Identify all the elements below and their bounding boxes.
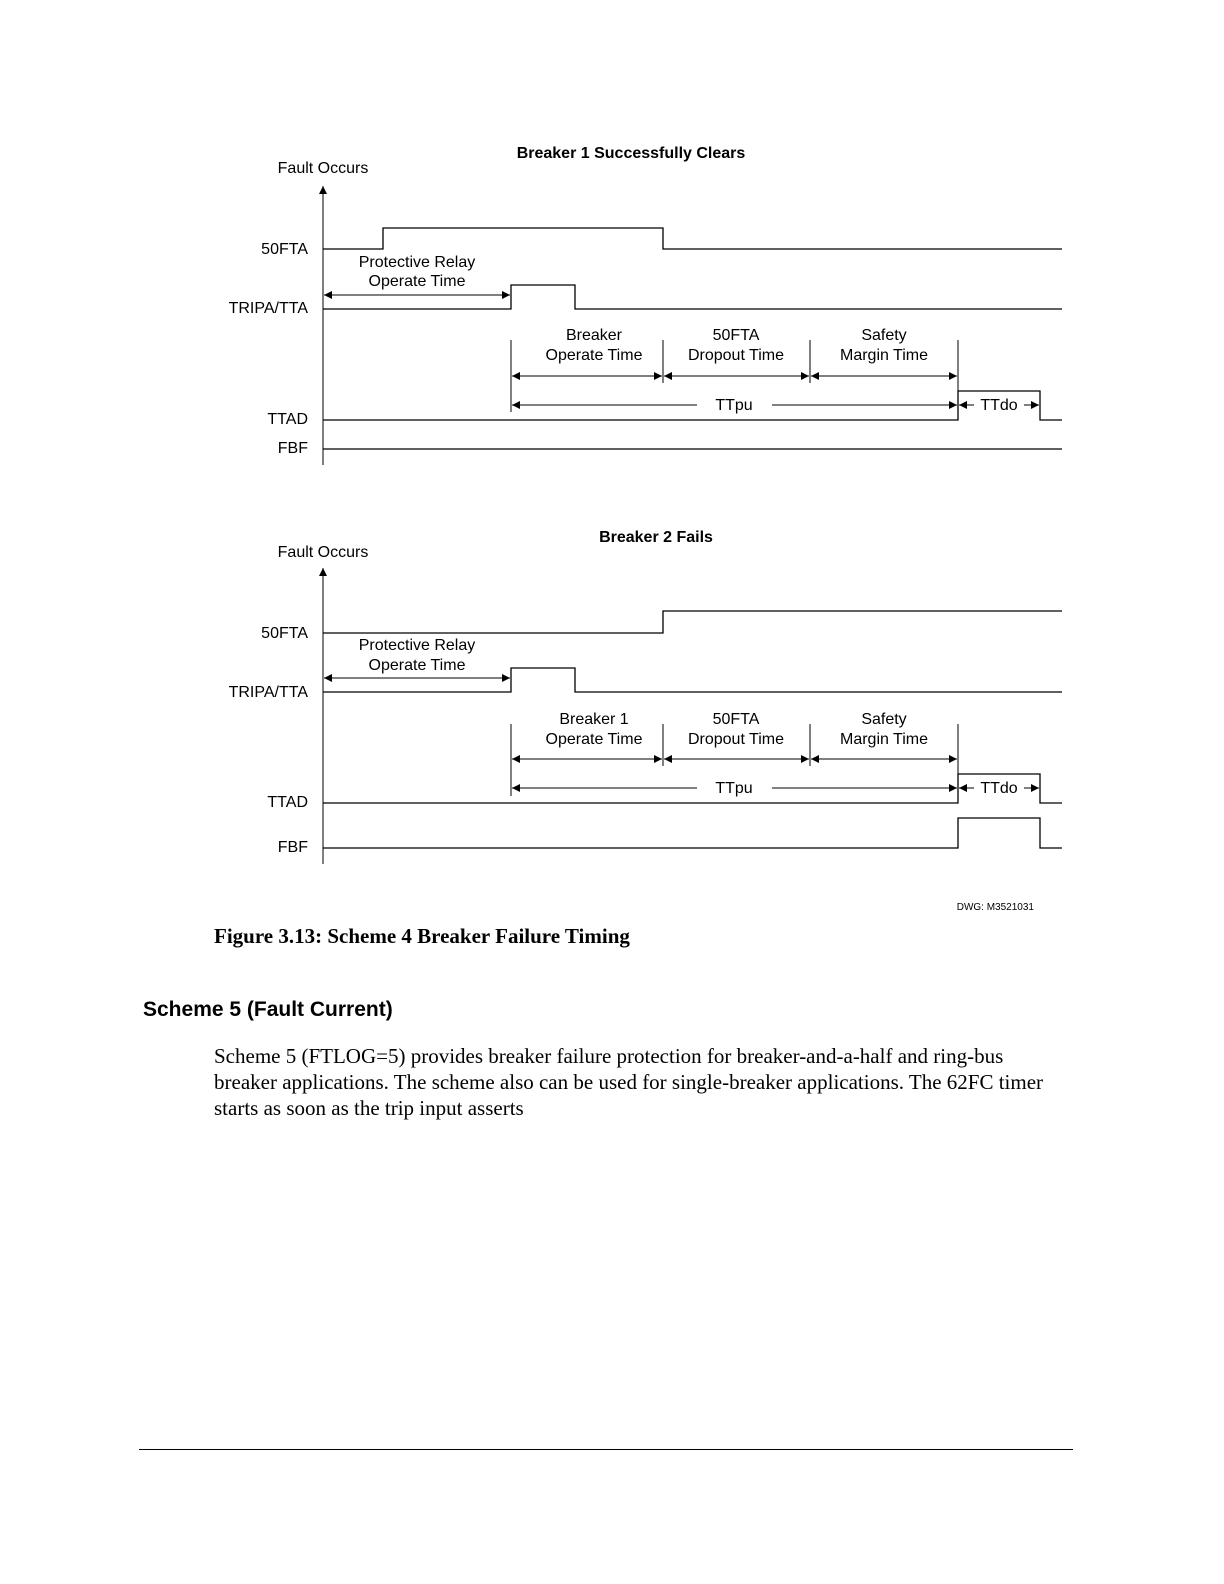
interval-label-2-line1: 50FTA bbox=[712, 711, 760, 728]
signal-label-50fta: 50FTA bbox=[261, 625, 308, 642]
interval-label-3-line2: Margin Time bbox=[839, 347, 929, 364]
relay-time-label-line2: Operate Time bbox=[368, 657, 466, 674]
interval-label-1-line2: Operate Time bbox=[545, 347, 643, 364]
waveform-50fta bbox=[323, 611, 1062, 633]
interval-label-1-line1: Breaker 1 bbox=[559, 711, 629, 728]
signal-label-fbf: FBF bbox=[277, 839, 308, 856]
signal-label-tripa-tta: TRIPA/TTA bbox=[228, 300, 308, 317]
fault-occurs-label: Fault Occurs bbox=[277, 544, 369, 561]
signal-label-ttad: TTAD bbox=[267, 411, 308, 428]
interval-label-2-line1: 50FTA bbox=[712, 327, 760, 344]
interval-label-2-line2: Dropout Time bbox=[687, 347, 785, 364]
footer-rule bbox=[139, 1449, 1073, 1450]
relay-time-label-line2: Operate Time bbox=[368, 273, 466, 290]
waveform-50fta bbox=[323, 228, 1062, 249]
body-paragraph: Scheme 5 (FTLOG=5) provides breaker failure protection for breaker-and-a-half and ring-bus breaker applications. The scheme also can be used for single-breaker applications. The 62FC timer starts as soon as the trip input asserts bbox=[214, 1044, 1044, 1120]
drawing-number: DWG: M3521031 bbox=[956, 902, 1034, 913]
interval-label-3-line1: Safety bbox=[861, 711, 907, 728]
interval-label-1-line2: Operate Time bbox=[545, 731, 643, 748]
signal-label-tripa-tta: TRIPA/TTA bbox=[228, 684, 308, 701]
panel-title: Breaker 1 Successfully Clears bbox=[516, 145, 746, 162]
fault-occurs-label: Fault Occurs bbox=[277, 160, 369, 177]
waveform-fbf bbox=[323, 818, 1062, 848]
ttdo-label: TTdo bbox=[980, 397, 1018, 414]
interval-label-3-line1: Safety bbox=[861, 327, 907, 344]
panel-title: Breaker 2 Fails bbox=[599, 529, 713, 546]
interval-label-3-line2: Margin Time bbox=[839, 731, 929, 748]
section-heading: Scheme 5 (Fault Current) bbox=[143, 998, 393, 1021]
relay-time-label-line1: Protective Relay bbox=[358, 637, 476, 654]
signal-label-fbf: FBF bbox=[277, 440, 308, 457]
interval-label-1-line1: Breaker bbox=[565, 327, 623, 344]
signal-label-50fta: 50FTA bbox=[261, 241, 308, 258]
panel-breaker-1-clears bbox=[229, 145, 1062, 465]
ttdo-label: TTdo bbox=[980, 780, 1018, 797]
panel-breaker-2-fails bbox=[229, 529, 1062, 864]
ttpu-label: TTpu bbox=[715, 397, 753, 414]
relay-time-label-line1: Protective Relay bbox=[358, 254, 476, 271]
ttpu-label: TTpu bbox=[715, 780, 753, 797]
signal-label-ttad: TTAD bbox=[267, 794, 308, 811]
interval-label-2-line2: Dropout Time bbox=[687, 731, 785, 748]
figure-caption: Figure 3.13: Scheme 4 Breaker Failure Timing bbox=[214, 924, 630, 948]
